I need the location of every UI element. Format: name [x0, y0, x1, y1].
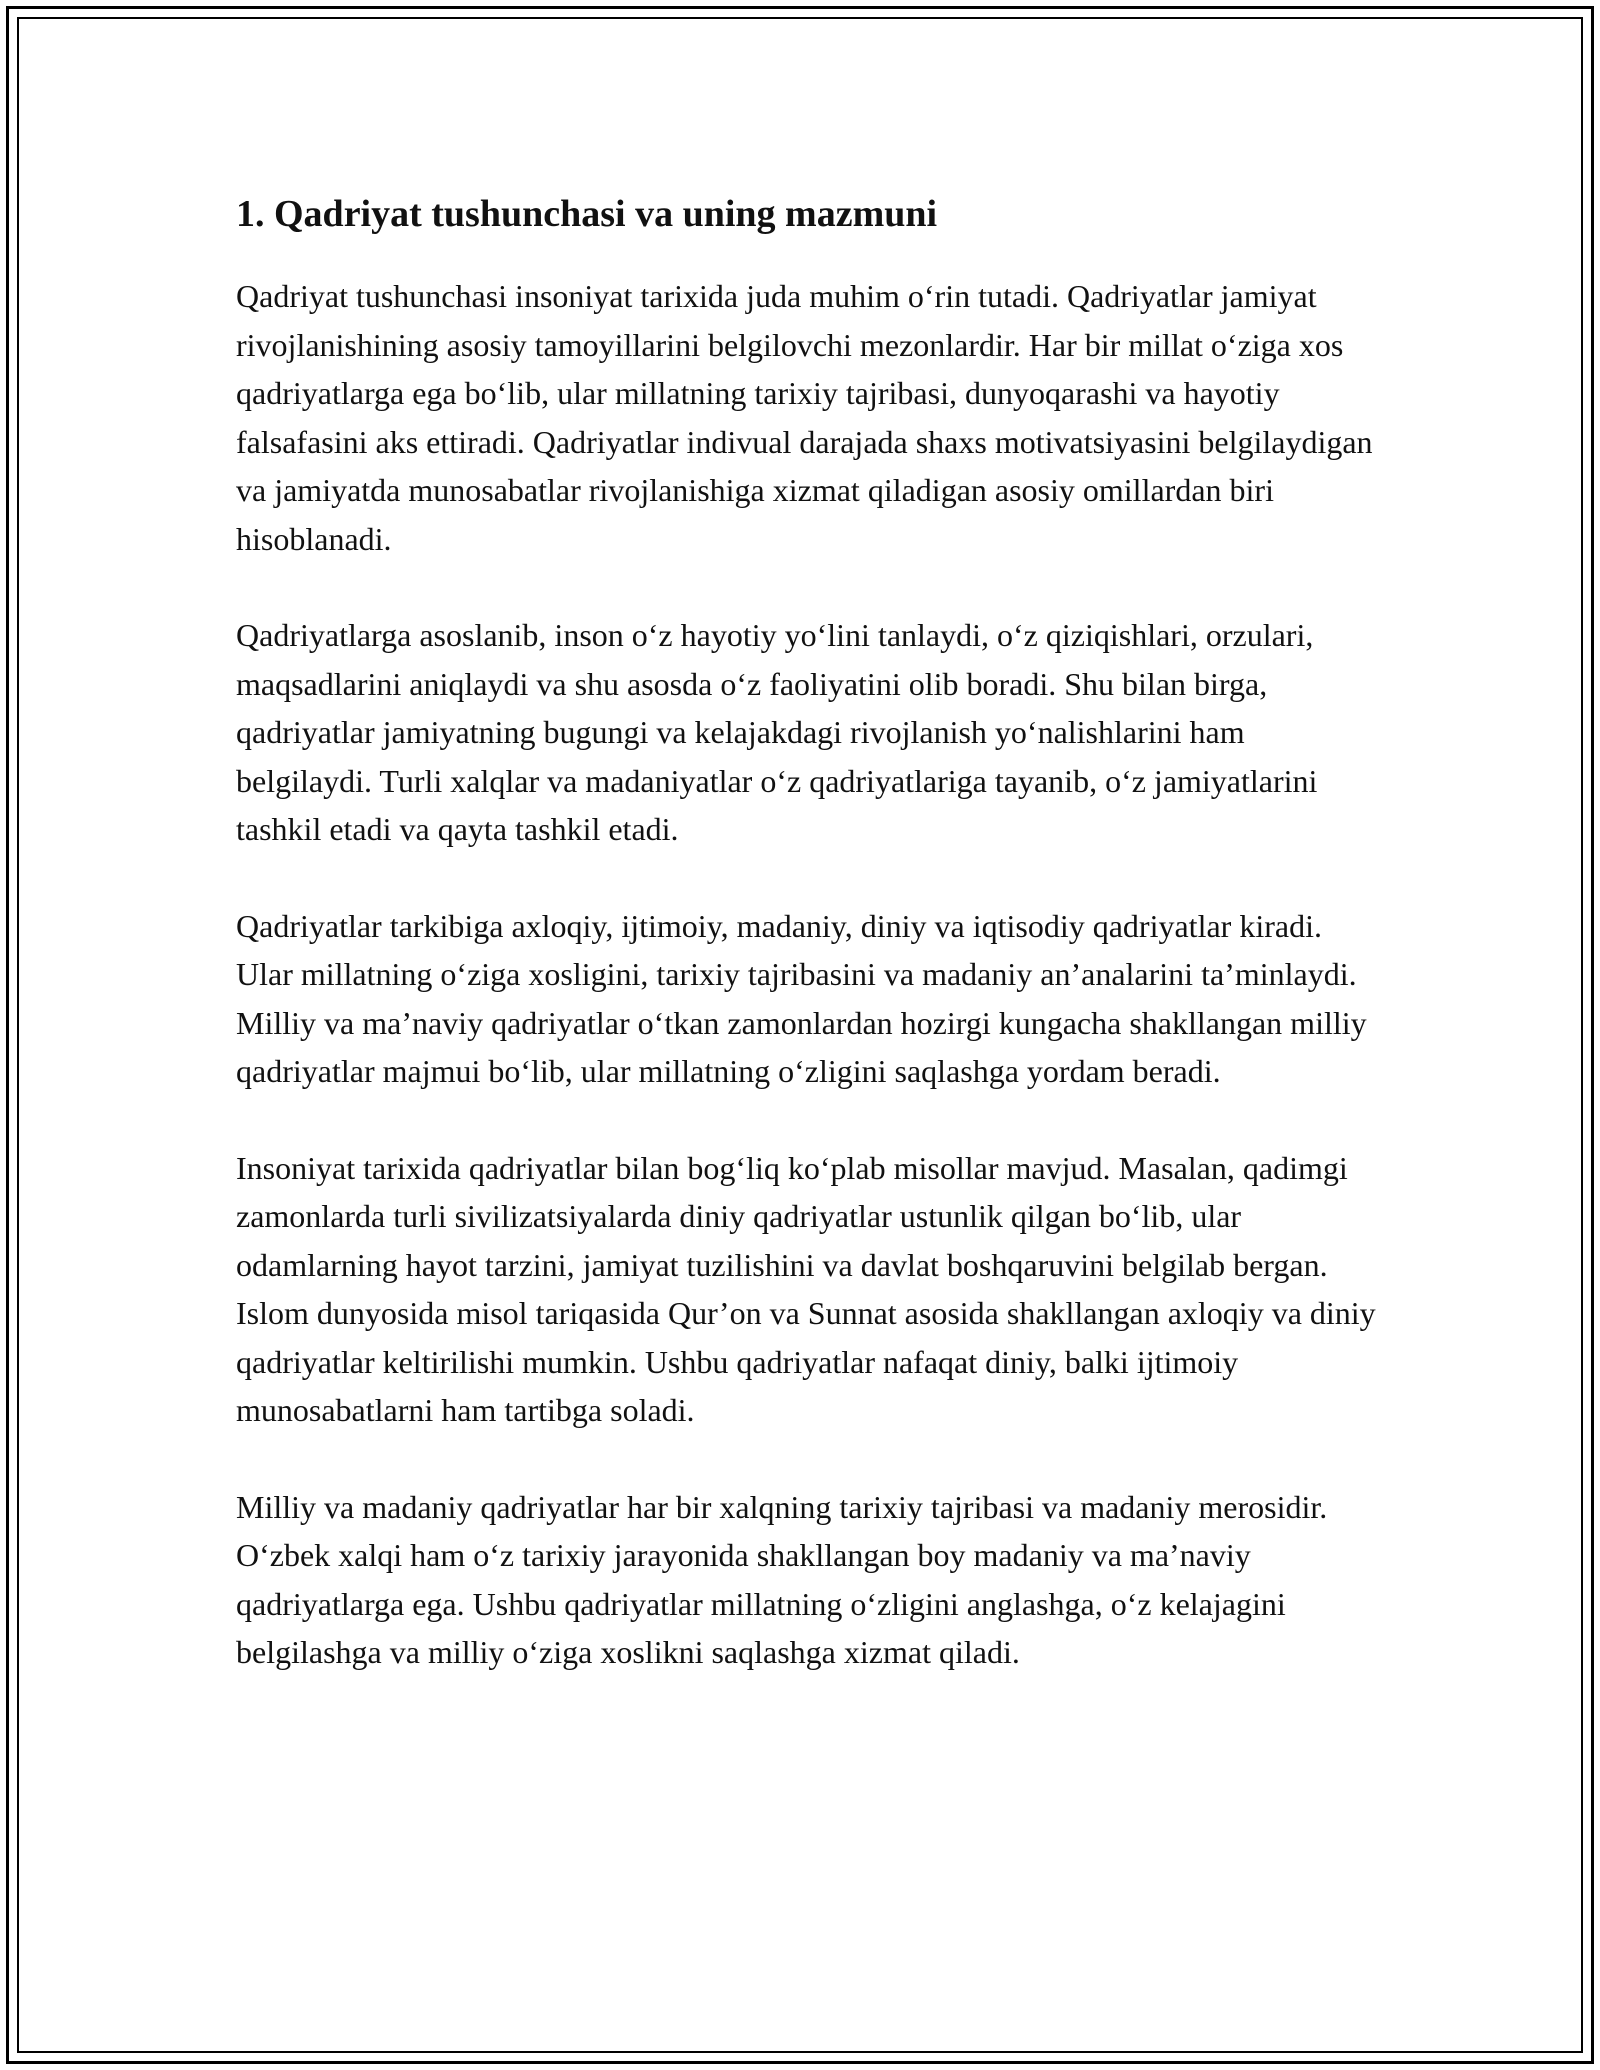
paragraph-5: Milliy va madaniy qadriyatlar har bir xalqning tarixiy tajribasi va madaniy merosidir. O‘zbek xalqi ham o‘z tarixiy jarayonida shakllangan boy madaniy va ma’naviy qadriyatlarga ega. Ushbu qadriyatlar millatning o‘zligini anglashga, o‘z kelajagini belgilashga va milliy o‘ziga xoslikni saqlashga xizmat qiladi. — [236, 1488, 1328, 1670]
section-heading: 1. Qadriyat tushunchasi va uning mazmuni — [236, 193, 938, 235]
paragraph-4: Insoniyat tarixida qadriyatlar bilan bog‘liq ko‘plab misollar mavjud. Masalan, qadimgi zamonlarda turli sivilizatsiyalarda diniy qadriyatlar ustunlik qilgan bo‘lib, ular odamlarning hayot tarzini, jamiyat tuzilishini va davlat boshqaruvini belgilab bergan. Islom dunyosida misol tariqasida Qur’on va Sunnat asosida shakllangan axloqiy va diniy qadriyatlar keltirilishi mumkin. Ushbu qadriyatlar nafaqat diniy, balki ijtimoiy munosabatlarni ham tartibga soladi. — [236, 1149, 1376, 1428]
paragraph-1: Qadriyat tushunchasi insoniyat tarixida juda muhim o‘rin tutadi. Qadriyatlar jamiyat rivojlanishining asosiy tamoyillarini belgilovchi mezonlardir. Har bir millat o‘ziga xos qadriyatlarga ega bo‘lib, ular millatning tarixiy tajribasi, dunyoqarashi va hayotiy falsafasini aks ettiradi. Qadriyatlar indivual darajada shaxs motivatsiyasini belgilaydigan va jamiyatda munosabatlar rivojlanishiga xizmat qiladigan asosiy omillardan biri hisoblanadi. — [236, 278, 1373, 557]
document-body — [236, 188, 1386, 1725]
paragraph-3: Qadriyatlar tarkibiga axloqiy, ijtimoiy, madaniy, diniy va iqtisodiy qadriyatlar kiradi. Ular millatning o‘ziga xosligini, tarixiy tajribasini va madaniy an’analarini ta’minlaydi. Milliy va ma’naviy qadriyatlar o‘tkan zamonlardan hozirgi kungacha shakllangan milliy qadriyatlar majmui bo‘lib, ular millatning o‘zligini saqlashga yordam beradi. — [236, 907, 1367, 1089]
paragraph-2: Qadriyatlarga asoslanib, inson o‘z hayotiy yo‘lini tanlaydi, o‘z qiziqishlari, orzulari, maqsadlarini aniqlaydi va shu asosda o‘z faoliyatini olib boradi. Shu bilan birga, qadriyatlar jamiyatning bugungi va kelajakdagi rivojlanish yo‘nalishlarini ham belgilaydi. Turli xalqlar va madaniyatlar o‘z qadriyatlariga tayanib, o‘z jamiyatlarini tashkil etadi va qayta tashkil etadi. — [236, 617, 1318, 847]
